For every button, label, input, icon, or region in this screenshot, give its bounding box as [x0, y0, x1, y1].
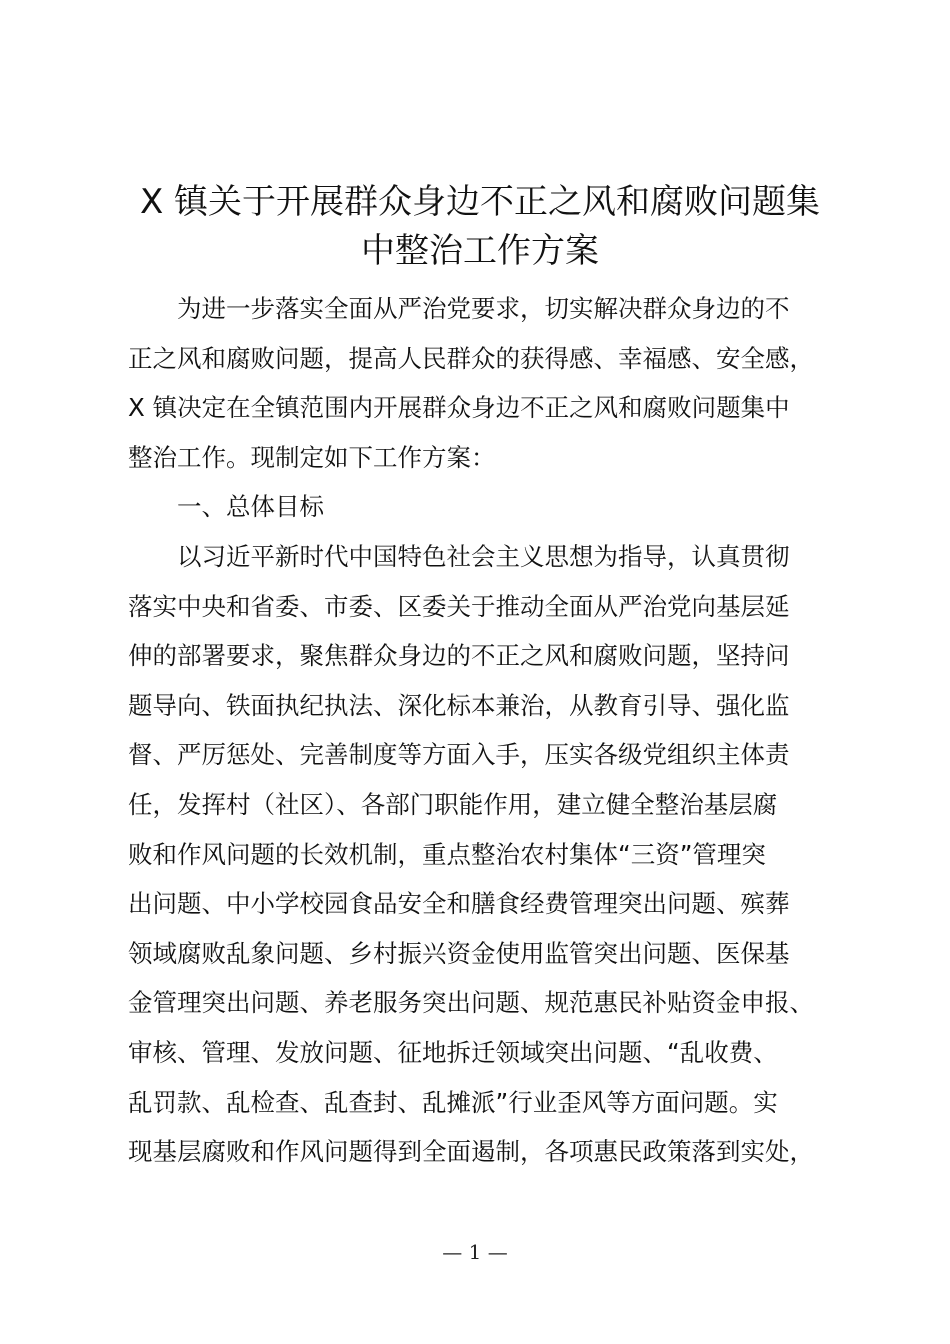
document-title: [120, 178, 840, 276]
page-number: — 1 —: [442, 1240, 508, 1264]
title-line-2: 中整治工作方案: [361, 231, 599, 271]
paragraph-intro-line-3: X 镇决定在全镇范围内开展群众身边不正之风和腐败问题集中: [128, 393, 790, 423]
paragraph-goal-line-3: 伸的部署要求，聚焦群众身边的不正之风和腐败问题，坚持问: [128, 641, 790, 671]
paragraph-goal-line-6: 任，发挥村（社区）、各部门职能作用，建立健全整治基层腐: [128, 789, 778, 819]
paragraph-goal-line-7: 败和作风问题的长效机制，重点整治农村集体“三资”管理突: [128, 839, 766, 869]
paragraph-goal-line-10: 金管理突出问题、养老服务突出问题、规范惠民补贴资金申报、: [128, 988, 814, 1018]
paragraph-intro-line-4: 整治工作。现制定如下工作方案：: [128, 442, 496, 472]
paragraph-intro-line-2: 正之风和腐败问题，提高人民群众的获得感、幸福感、安全感，: [128, 343, 814, 373]
paragraph-goal-line-4: 题导向、铁面执纪执法、深化标本兼治，从教育引导、强化监: [128, 690, 790, 720]
paragraph-goal-line-2: 落实中央和省委、市委、区委关于推动全面从严治党向基层延: [128, 591, 790, 621]
paragraph-goal-line-12: 乱罚款、乱检查、乱查封、乱摊派”行业歪风等方面问题。实: [128, 1087, 778, 1117]
paragraph-goal-line-8: 出问题、中小学校园食品安全和膳食经费管理突出问题、殡葬: [128, 889, 790, 919]
paragraph-goal-line-11: 审核、管理、发放问题、征地拆迁领域突出问题、“乱收费、: [128, 1037, 778, 1067]
paragraph-intro-line-1: 为进一步落实全面从严治党要求，切实解决群众身边的不: [177, 294, 790, 323]
paragraph-goal-line-9: 领域腐败乱象问题、乡村振兴资金使用监管突出问题、医保基: [128, 938, 790, 968]
paragraph-goal-line-13: 现基层腐败和作风问题得到全面遏制，各项惠民政策落到实处，: [128, 1137, 814, 1167]
paragraph-goal-line-5: 督、严厉惩处、完善制度等方面入手，压实各级党组织主体责: [128, 740, 790, 770]
document-body: [128, 284, 848, 1177]
paragraph-goal-line-1: 以习近平新时代中国特色社会主义思想为指导，认真贯彻: [177, 541, 790, 571]
title-line-1: X 镇关于开展群众身边不正之风和腐败问题集: [139, 182, 821, 222]
section-heading-overall-goal: 一、总体目标: [177, 492, 324, 522]
